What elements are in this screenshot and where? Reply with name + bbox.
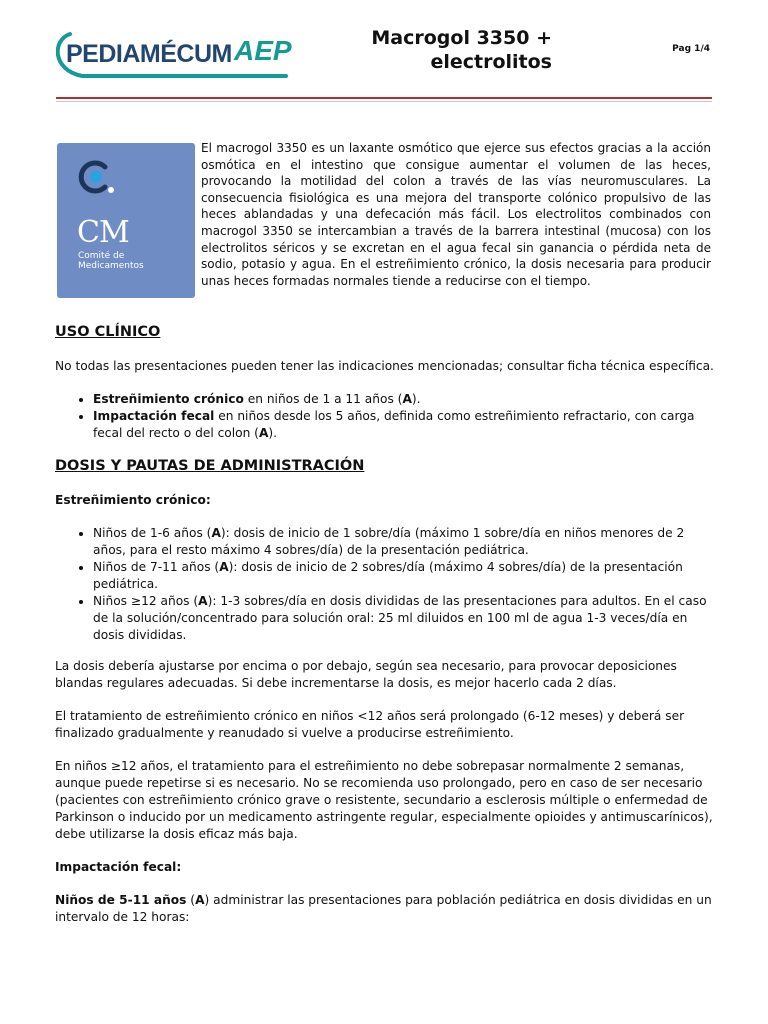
dosage-list xyxy=(55,525,715,644)
cm-subtitle-line-2: Medicamentos xyxy=(78,261,144,271)
impactacion-subheading: Impactación fecal: xyxy=(55,860,182,874)
pediamecum-logo xyxy=(56,26,316,82)
list-item: • Estreñimiento crónico en niños de 1 a 11 años (A). xyxy=(93,391,715,408)
comite-medicamentos-badge xyxy=(57,143,195,298)
dosis-paragraph-2: El tratamiento de estreñimiento crónico en niños <12 años será prolongado (6-12 meses) y deberá ser finalizado gradualmente y reanudado si vuelve a producirse estreñimiento. xyxy=(55,709,685,740)
estrenimiento-subheading: Estreñimiento crónico: xyxy=(55,493,211,507)
cm-subtitle-line-1: Comité de xyxy=(78,251,125,261)
list-item: • Niños de 1-6 años (A): dosis de inicio de 1 sobre/día (máximo 1 sobre/día en niños menores de 2 años, para el resto máximo 4 sobres/día) de la presentación pediátrica. xyxy=(93,525,715,559)
title-line-1: Macrogol 3350 + xyxy=(371,27,552,49)
cm-abbr: CM xyxy=(77,215,129,250)
dosis-paragraph-4: Niños de 5-11 años (A) administrar las presentaciones para población pediátrica en dosis divididas en un intervalo de 12 horas: xyxy=(55,893,712,924)
list-item: • Impactación fecal en niños desde los 5 años, definida como estreñimiento refractario, con carga fecal del recto o del colon (A). xyxy=(93,408,715,442)
header-rule-thin xyxy=(56,101,712,102)
page-header xyxy=(0,0,768,100)
main-content xyxy=(55,322,715,942)
logo-text: PEDIAMÉCUM xyxy=(66,40,232,68)
page-number: Pag 1/4 xyxy=(672,44,710,54)
list-item: • Niños ≥12 años (A): 1-3 sobres/día en dosis divididas de las presentaciones para adultos. En el caso de la solución/concentrado para solución oral: 25 ml diluidos en 100 ml de agua 1-3 veces/día en dosis divididas. xyxy=(93,593,715,644)
indications-list xyxy=(55,391,715,442)
cm-subtitle xyxy=(78,251,144,271)
list-item: • Niños de 7-11 años (A): dosis de inicio de 2 sobres/día (máximo 4 sobres/día) de la presentación pediátrica. xyxy=(93,559,715,593)
uso-clinico-note: No todas las presentaciones pueden tener las indicaciones mencionadas; consultar ficha técnica específica. xyxy=(55,359,714,373)
uso-clinico-heading: USO CLÍNICO xyxy=(55,324,161,340)
intro-paragraph: El macrogol 3350 es un laxante osmótico que ejerce sus efectos gracias a la acción osmótica en el intestino que consigue aumentar el volumen de las heces, provocando la motilidad del colon a través de las vías neuromusculares. La consecuencia fisiológica es una mejora del transporte colónico propulsivo de las heces ablandadas y una defecación más fácil. Los electrolitos combinados con macrogol 3350 se intercambian a través de la barrera intestinal (mucosa) con los electrolitos séricos y se excretan en el agua fecal sin ganancia o pérdida neta de sodio, potasio y agua. En el estreñimiento crónico, la dosis necesaria para producir unas heces formadas normales tiende a reducirse con el tiempo. xyxy=(201,141,711,288)
title-line-2: electrolitos xyxy=(430,51,552,73)
cm-logo-icon xyxy=(75,157,115,197)
logo-aep: AEP xyxy=(234,35,292,66)
header-rule xyxy=(56,97,712,99)
dosis-paragraph-1: La dosis debería ajustarse por encima o por debajo, según sea necesario, para provocar deposiciones blandas regulares adecuadas. Si debe incrementarse la dosis, es mejor hacerlo cada 2 días. xyxy=(55,659,677,690)
dosis-heading: DOSIS Y PAUTAS DE ADMINISTRACIÓN xyxy=(55,458,365,474)
dosis-paragraph-3: En niños ≥12 años, el tratamiento para el estreñimiento no debe sobrepasar normalmente 2 semanas, aunque puede repetirse si es necesario. No se recomienda uso prolongado, pero en caso de ser necesario (pacientes con estreñimiento crónico grave o resistente, secundario a esclerosis múltiple o enfermedad de Parkinson o inducido por un medicamento astringente regular, especialmente opioides y antimuscarínicos), debe utilizarse la dosis eficaz más baja. xyxy=(55,759,713,841)
document-title xyxy=(330,26,552,74)
